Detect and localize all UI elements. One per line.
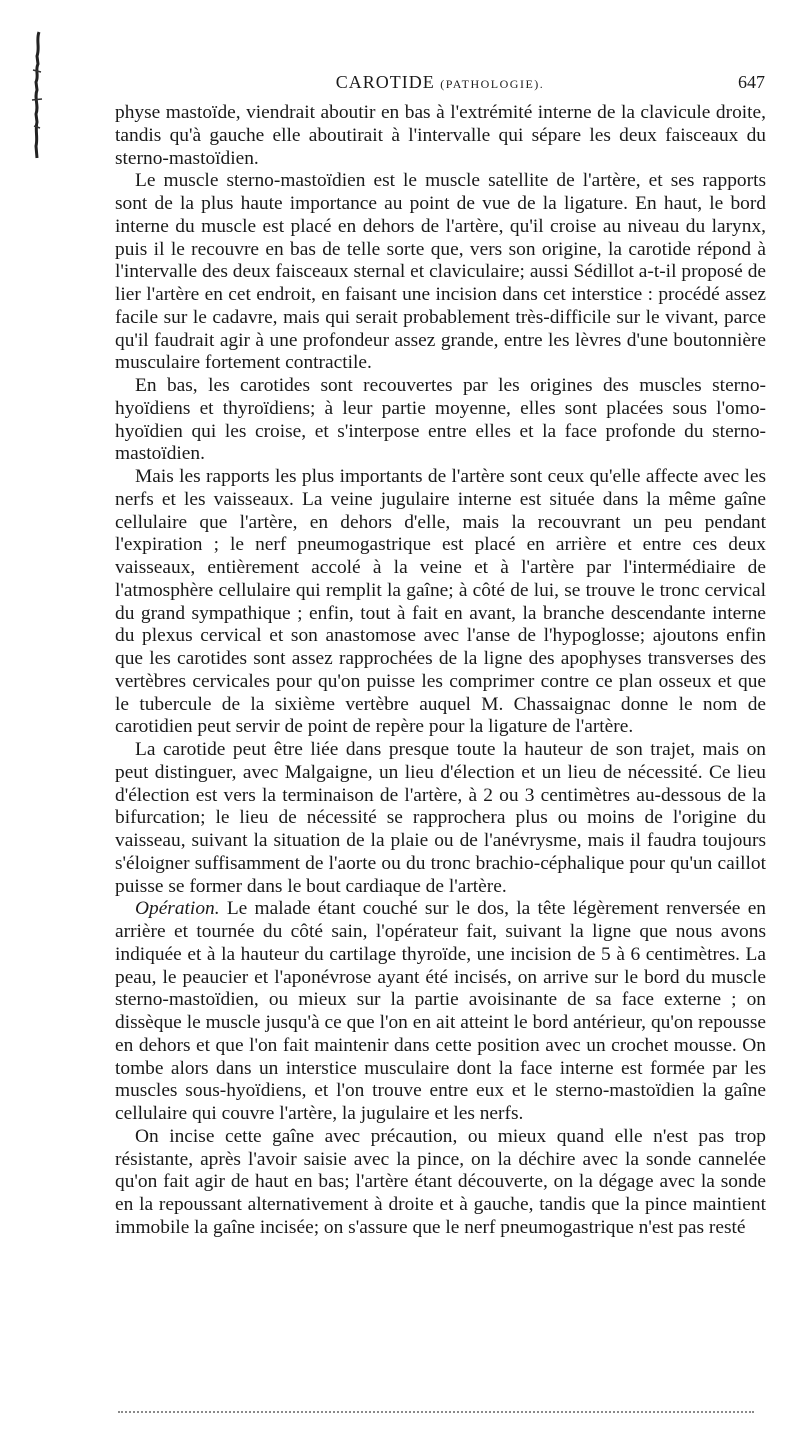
paragraph-text: Le malade étant couché sur le dos, la tête légèrement renversée en arrière et tournée du côté sain, l'opérateur fait, suivant la ligne que nous avons indiquée et à la hauteur du cartilage thyroïde, une incision de 5 à 6 centimètres. La peau, le peaucier et l'aponévrose ayant été incisés, on arrive sur le bord du muscle sterno-mastoïdien, ou mieux sur la partie avoisinante de sa face externe ; on dissèque le muscle jusqu'à ce que l'on en ait atteint le bord antérieur, qu'on repousse en dehors et que l'on fait maintenir dans cette position avec un crochet mousse. On tombe alors dans un interstice musculaire dont la face interne est formée par les muscles sous-hyoïdiens, et l'on trouve entre eux et le sterno-mastoïdien la gaîne cellulaire qui couvre l'artère, la jugulaire et les nerfs. [115,898,766,1124]
running-title-main: CAROTIDE [335,72,435,92]
paragraph: Le muscle sterno-mastoïdien est le muscle satellite de l'artère, et ses rapports sont de la plus haute importance au point de vue de la ligature. En haut, le bord interne du muscle est placé en dehors de l'artère, qu'il croise au niveau du larynx, puis il le recouvre en bas de telle sorte que, vers son origine, la carotide répond à l'intervalle des deux faisceaux sternal et claviculaire; aussi Sédillot a-t-il proposé de lier l'artère en cet endroit, en faisant une incision dans cet interstice : procédé assez facile sur le cadavre, mais qui serait probablement très-difficile sur le vivant, parce qu'il faudrait agir à une profondeur assez grande, entre les lèvres d'une boutonnière musculaire fortement contractile. [115,170,766,374]
body-text [115,102,766,1240]
running-title [115,72,765,93]
paragraph-operation [115,898,766,1126]
paragraph: physe mastoïde, viendrait aboutir en bas à l'extrémité interne de la clavicule droite, tandis qu'à gauche elle aboutirait à l'intervalle qui sépare les deux faisceaux du sterno-mastoïdien. [115,102,766,169]
paragraph: On incise cette gaîne avec précaution, ou mieux quand elle n'est pas trop résistante, après l'avoir saisie avec la pince, on la déchire avec la sonde cannelée qu'on fait agir de haut en bas; l'artère étant découverte, on la dégage avec la sonde en la repoussant alternativement à droite et à gauche, tandis que la pince maintient immobile la gaîne incisée; on s'assure que le nerf pneumogastrique n'est pas resté [115,1125,766,1238]
paragraph-lead: Opération. [135,898,220,920]
margin-ink-mark [30,30,44,160]
footer-dotted-rule [118,1411,754,1413]
paragraph: En bas, les carotides sont recouvertes par les origines des muscles sterno-hyoïdiens et thyroïdiens; à leur partie moyenne, elles sont placées sous l'omo-hyoïdien qui les croise, et s'interpose entre elles et la face profonde du sterno-mastoïdien. [115,375,766,465]
running-header [115,72,765,98]
paragraph: La carotide peut être liée dans presque toute la hauteur de son trajet, mais on peut distinguer, avec Malgaigne, un lieu d'élection et un lieu de nécessité. Ce lieu d'élection est vers la terminaison de l'artère, à 2 ou 3 centimètres au-dessous de la bifurcation; le lieu de nécessité se rapprochera plus ou moins de l'origine du vaisseau, suivant la situation de la plaie ou de l'anévrysme, mais il faudra toujours s'éloigner suffisamment de l'aorte ou du tronc brachio-céphalique pour qu'un caillot puisse se former dans le bout cardiaque de l'artère. [115,739,766,897]
paragraph: Mais les rapports les plus importants de l'artère sont ceux qu'elle affecte avec les nerfs et les vaisseaux. La veine jugulaire interne est située dans la même gaîne cellulaire que l'artère, en dehors d'elle, mais la recouvrant un peu pendant l'expiration ; le nerf pneumogastrique est placé en arrière et entre ces deux vaisseaux, entièrement accolé à la veine et à l'artère par l'intermédiaire de l'atmosphère cellulaire qui remplit la gaîne; à côté de lui, se trouve le tronc cervical du grand sympathique ; enfin, tout à fait en avant, la branche descendante interne du plexus cervical et son anastomose avec l'anse de l'hypoglosse; ajoutons enfin que les carotides sont assez rapprochées de la ligne des apophyses transverses des vertèbres cervicales pour qu'on puisse les comprimer contre ce plan osseux et que le tubercule de la sixième vertèbre auquel M. Chassaignac donne le nom de carotidien peut servir de point de repère pour la ligature de l'artère. [115,466,766,738]
running-title-subtitle: (PATHOLOGIE). [440,77,545,91]
page-number: 647 [738,72,765,92]
